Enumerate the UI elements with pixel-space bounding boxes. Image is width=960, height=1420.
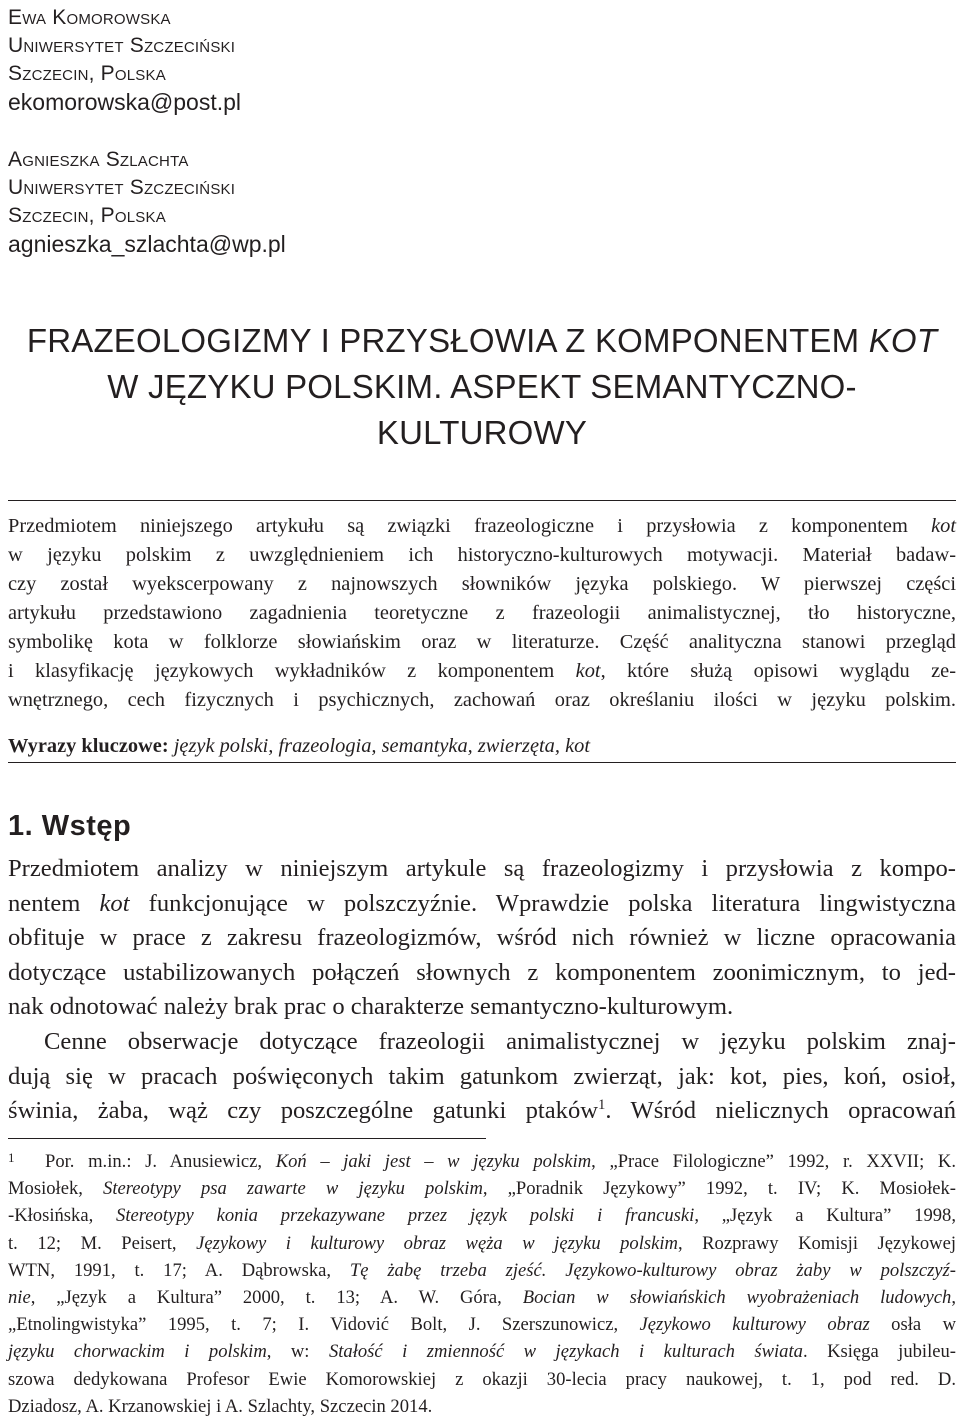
footnote-body	[45, 1148, 956, 1175]
fn-text: ,	[951, 1287, 956, 1309]
paragraph	[8, 1025, 956, 1129]
fn-text: osła w	[869, 1314, 957, 1336]
keywords	[8, 732, 956, 761]
fn-text: , „Poradnik Językowy” 1992, t. IV; K. Mosiołek-	[482, 1178, 956, 1200]
author-block-1	[8, 4, 241, 116]
body-line: Cenne obserwacje dotyczące frazeologii animalistycznej w języku polskim znaj-	[44, 1027, 956, 1055]
author-email: agnieszka_szlachta@wp.pl	[8, 231, 286, 257]
paper-title	[8, 318, 956, 456]
abstract-text: czy został wyekscerpowany z najnowszych słowników języka polskiego. W pierwszej części	[8, 573, 956, 595]
fn-text: , w:	[266, 1341, 329, 1363]
fn-title: języku chorwackim i polskim	[8, 1341, 267, 1363]
author-name: Ewa Komorowska	[8, 6, 171, 29]
title-keyword: KOT	[868, 322, 938, 359]
abstract-emphasis: kot	[931, 515, 956, 537]
abstract-text: Przedmiotem niniejszego artykułu są związki frazeologiczne i przysłowia z komponentem	[8, 515, 932, 537]
body-text-span: świnia, żaba, wąż czy poszczególne gatunki ptaków	[8, 1097, 599, 1125]
author-name: Agnieszka Szlachta	[8, 148, 189, 171]
body-text-span: nentem	[8, 889, 100, 917]
keywords-value: język polski, frazeologia, semantyka, zwierzęta, kot	[173, 735, 590, 757]
fn-title: nie	[8, 1287, 31, 1309]
abstract-text: symbolikę kota w folklorze słowiańskim oraz w literaturze. Część analityczna stanowi przegląd	[8, 631, 956, 653]
abstract-text: artykułu przedstawiono zagadnienia teoretyczne z frazeologii animalistycznej, tło historyczne,	[8, 602, 956, 624]
author-block-2	[8, 146, 286, 258]
author-location: Szczecin, Polska	[8, 204, 166, 227]
footnote-number: 1	[8, 1150, 15, 1165]
fn-text: Mosiołek,	[8, 1178, 104, 1200]
fn-title: Tę żabę trzeba zjeść. Językowo-kulturowy obraz żaby w polszczyź-	[349, 1259, 956, 1281]
fn-title: Koń – jaki jest – w języku polskim	[275, 1151, 592, 1172]
body-line: obfituje w prace z zakresu frazeologizmów, wśród nich również w liczne opracowania	[8, 924, 956, 952]
author-location: Szczecin, Polska	[8, 62, 166, 85]
abstract-text: , które służą opisowi wyglądu ze-	[600, 660, 956, 682]
fn-text: -Kłosińska,	[8, 1205, 117, 1227]
fn-text: WTN, 1991, t. 17; A. Dąbrowska,	[8, 1259, 350, 1281]
abstract-text: wnętrznego, cech fizycznych i psychicznych, zachowań oraz określaniu ilości w języku polskim.	[8, 689, 956, 711]
footnote-rule	[8, 1138, 486, 1139]
keywords-label: Wyrazy kluczowe:	[8, 735, 169, 757]
abstract-text: w języku polskim z uwzględnieniem ich historyczno-kulturowych motywacji. Materiał badaw-	[8, 544, 956, 566]
fn-title: Stereotypy konia przekazywane przez język polski i francuski	[116, 1205, 695, 1227]
fn-text: , „Język a Kultura” 1998,	[694, 1205, 956, 1227]
fn-text: , „Prace Filologiczne” 1992, r. XXVII; K.	[591, 1151, 956, 1172]
abstract	[8, 512, 956, 715]
fn-text: , „Język a Kultura” 2000, t. 13; A. W. Góra,	[30, 1287, 523, 1309]
body-line: dują się w pracach poświęconych takim gatunkom zwierząt, jak: kot, pies, koń, osioł,	[8, 1062, 956, 1090]
author-email: ekomorowska@post.pl	[8, 89, 241, 115]
paragraph	[8, 852, 956, 1025]
fn-title: Stałość i zmienność w językach i kulturach świata	[328, 1341, 803, 1363]
fn-title: Językowy i kulturowy obraz węża w języku polskim	[196, 1232, 678, 1254]
abstract-bottom-rule	[8, 762, 956, 763]
body-line: Przedmiotem analizy w niniejszym artykule są frazeologizmy i przysłowia z kompo-	[8, 855, 956, 882]
section-heading: 1. Wstęp	[8, 810, 132, 842]
fn-text: , Rozprawy Komisji Językowej	[677, 1232, 956, 1254]
fn-text: . Księga jubileu-	[802, 1341, 956, 1363]
title-line-2: W JĘZYKU POLSKIM. ASPEKT SEMANTYCZNO-	[107, 368, 857, 405]
body-text-span: . Wśród nielicznych opracowań	[605, 1097, 956, 1125]
body-text-span: funkcjonujące w polszczyźnie. Wprawdzie polska literatura lingwistyczna	[129, 889, 956, 917]
fn-line: Dziadosz, A. Krzanowskiej i A. Szlachty, Szczecin 2014.	[8, 1395, 433, 1417]
fn-line: szowa dedykowana Profesor Ewie Komorowskiej z okazji 30-lecia pracy naukowej, t. 1, pod red. D.	[8, 1368, 956, 1390]
title-line-1: FRAZEOLOGIZMY I PRZYSŁOWIA Z KOMPONENTEM	[26, 322, 869, 359]
body-emphasis: kot	[99, 889, 130, 917]
footnote-ref[interactable]: 1	[598, 1096, 606, 1113]
footnote-continuation	[8, 1175, 956, 1420]
author-affiliation: Uniwersytet Szczeciński	[8, 34, 236, 57]
body-text	[8, 852, 956, 1129]
body-line: dotyczące ustabilizowanych połączeń słownych z komponentem zoonimicznym, to jed-	[8, 958, 956, 986]
abstract-top-rule	[8, 500, 956, 501]
author-affiliation: Uniwersytet Szczeciński	[8, 176, 236, 199]
footnote	[8, 1148, 956, 1420]
abstract-emphasis: kot	[575, 660, 601, 682]
fn-text: t. 12; M. Peisert,	[8, 1232, 197, 1254]
fn-title: Językowo kulturowy obraz	[639, 1314, 870, 1336]
fn-text: „Etnolingwistyka” 1995, t. 7; I. Vidović Bolt, J. Szerszunowicz,	[8, 1314, 640, 1336]
fn-title: Stereotypy psa zawarte w języku polskim	[103, 1178, 483, 1200]
fn-title: Bocian w słowiańskich wyobrażeniach ludowych	[522, 1287, 952, 1309]
title-line-3: KULTUROWY	[376, 414, 588, 451]
body-line: nak odnotować należy brak prac o charakterze semantyczno-kulturowym.	[8, 993, 734, 1021]
abstract-text: i klasyfikację językowych wykładników z komponentem	[8, 660, 576, 682]
fn-text: Por. m.in.: J. Anusiewicz,	[45, 1151, 276, 1172]
